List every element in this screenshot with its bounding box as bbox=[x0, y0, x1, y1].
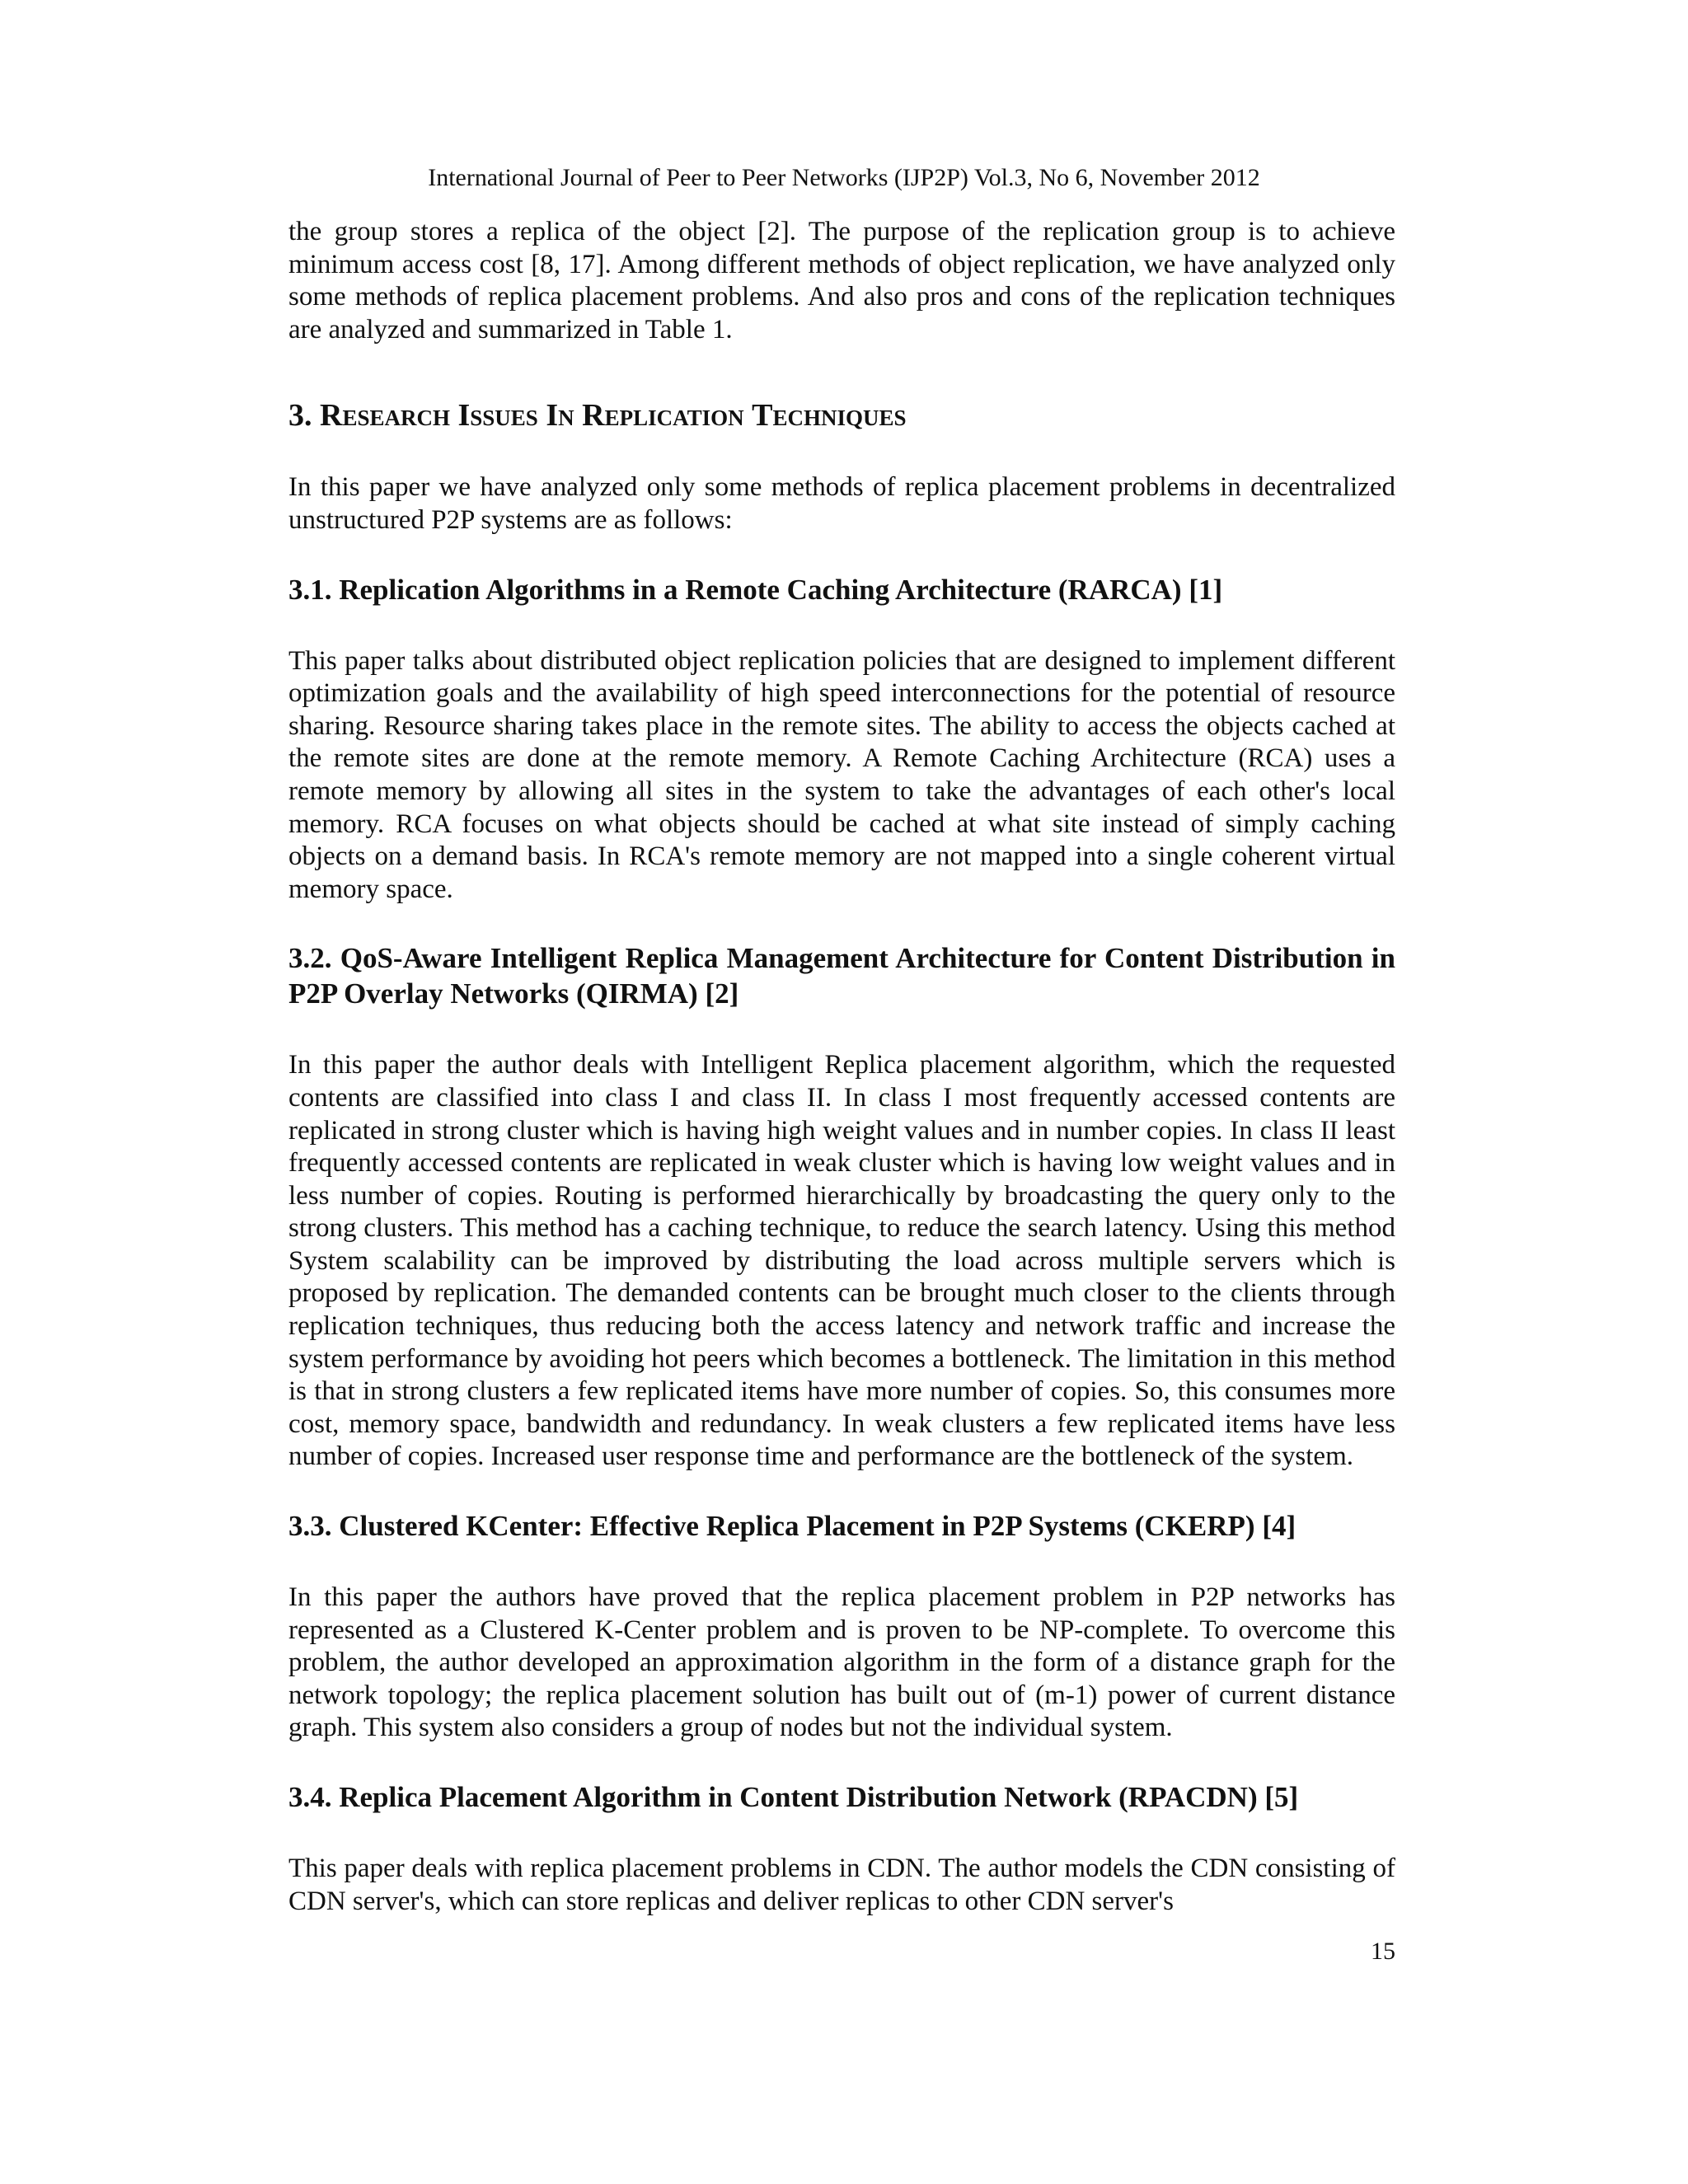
subsection-body-3-1: This paper talks about distributed object replication policies that are designed to implement different optimization goals and the availability of high speed interconnections for the potential of resource sharing. Resource sharing takes place in the remote sites. The ability to access the objects cached at the remote sites are done at the remote memory. A Remote Caching Architecture (RCA) uses a remote memory by allowing all sites in the system to take the advantages of each other's local memory. RCA focuses on what objects should be cached at what site instead of simply caching objects on a demand basis. In RCA's remote memory are not mapped into a single coherent virtual memory space. bbox=[288, 645, 1395, 904]
running-header: International Journal of Peer to Peer Networks (IJP2P) Vol.3, No 6, November 2012 bbox=[428, 164, 1260, 191]
section-heading bbox=[288, 397, 1395, 434]
intro-paragraph: the group stores a replica of the object [2]. The purpose of the replication group is to achieve minimum access cost [8, 17]. Among different methods of object replication, we have analyzed only some methods of replica placement problems. And also pros and cons of the replication techniques are analyzed and summarized in Table 1. bbox=[288, 217, 1395, 344]
page-number: 15 bbox=[1371, 1938, 1395, 1965]
section-title-word-5: Techniques bbox=[752, 398, 907, 434]
subsection-heading-3-3: 3.3. Clustered KCenter: Effective Replica Placement in P2P Systems (CKERP) [4] bbox=[288, 1510, 1296, 1543]
subsection-body-3-2: In this paper the author deals with Intelligent Replica placement algorithm, which the requested contents are classified into class I and class II. In class I most frequently accessed contents are replicated in strong cluster which is having high weight values and in number copies. In class II least frequently accessed contents are replicated in weak cluster which is having low weight values and in less number of copies. Routing is performed hierarchically by broadcasting the query only to the strong clusters. This method has a caching technique, to reduce the search latency. Using this method System scalability can be improved by distributing the load across multiple servers which is proposed by replication. The demanded contents can be brought much closer to the clients through replication techniques, thus reducing both the access latency and network traffic and increase the system performance by avoiding hot peers which becomes a bottleneck. The limitation in this method is that in strong clusters a few replicated items have more number of copies. So, this consumes more cost, memory space, bandwidth and redundancy. In weak clusters a few replicated items have less number of copies. Increased user response time and performance are the bottleneck of the system. bbox=[288, 1050, 1395, 1472]
section-intro-paragraph: In this paper we have analyzed only some methods of replica placement problems in decentralized unstructured P2P systems are as follows: bbox=[288, 472, 1395, 535]
section-title-word-4: Replication bbox=[582, 398, 744, 434]
section-title-word-3: In bbox=[546, 398, 574, 434]
subsection-heading-3-1: 3.1. Replication Algorithms in a Remote Caching Architecture (RARCA) [1] bbox=[288, 573, 1223, 606]
subsection-heading-3-4: 3.4. Replica Placement Algorithm in Content Distribution Network (RPACDN) [5] bbox=[288, 1781, 1299, 1813]
page-content bbox=[288, 216, 1395, 1918]
section-number: 3. bbox=[288, 398, 312, 434]
section-title-word-2: Issues bbox=[457, 398, 538, 434]
section-title-word-1: Research bbox=[320, 398, 450, 434]
subsection-body-3-4: This paper deals with replica placement problems in CDN. The author models the CDN consisting of CDN server's, which can store replicas and deliver replicas to other CDN server's bbox=[288, 1854, 1395, 1916]
subsection-heading-3-2: 3.2. QoS-Aware Intelligent Replica Management Architecture for Content Distribution in P2P Overlay Networks (QIRMA) [2] bbox=[288, 942, 1395, 1010]
subsection-body-3-3: In this paper the authors have proved that the replica placement problem in P2P networks has represented as a Clustered K-Center problem and is proven to be NP-complete. To overcome this problem, the author developed an approximation algorithm in the form of a distance graph for the network topology; the replica placement solution has built out of (m-1) power of current distance graph. This system also considers a group of nodes but not the individual system. bbox=[288, 1582, 1395, 1743]
